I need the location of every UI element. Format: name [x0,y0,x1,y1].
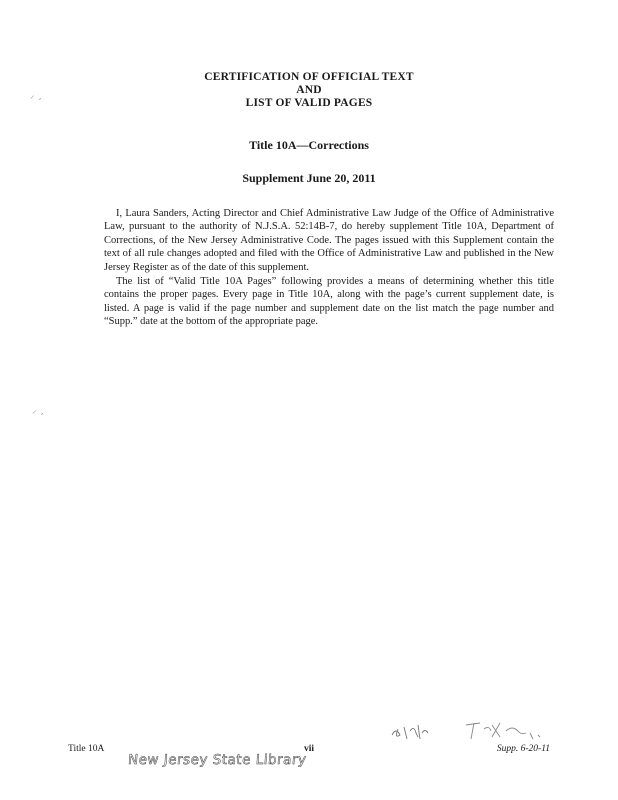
certification-paragraph: I, Laura Sanders, Acting Director and Chief Administrative Law Judge of the Office of Administrative Law, pursuant to the authority of N.J.S.A. 52:14B-7, do hereby supplement Title 10A, Department of Corrections, of the New Jersey Administrative Code. The pages issued with this Supplement contain the text of all rule changes adopted and filed with the Office of Administrative Law and published in the New Jersey Register as of the date of this supplement. [104,208,554,273]
valid-pages-heading: LIST OF VALID PAGES [245,97,373,109]
library-stamp: New Jersey State Library [127,752,307,768]
heading-and: AND [296,84,322,96]
supplement-date-heading: Supplement June 20, 2011 [242,171,376,185]
certification-heading: CERTIFICATION OF OFFICIAL TEXT [204,71,414,83]
title-heading: Title 10A—Corrections [249,138,369,152]
margin-mark: ⸝ ˏ [30,91,42,101]
footer-supplement-date: Supp. 6-20-11 [496,744,550,754]
margin-mark: ⸝ ˏ [32,406,44,416]
valid-pages-paragraph: The list of “Valid Title 10A Pages” following provides a means of determining whether this title contains the proper pages. Every page in Title 10A, along with the page’s current supplement date, is listed. A page is valid if the page number and supplement date on the list match the page number and “Supp.” date at the bottom of the appropriate page. [104,276,554,328]
page-number: vii [303,744,315,754]
footer-title: Title 10A [68,744,105,754]
handwritten-signature [388,715,568,745]
